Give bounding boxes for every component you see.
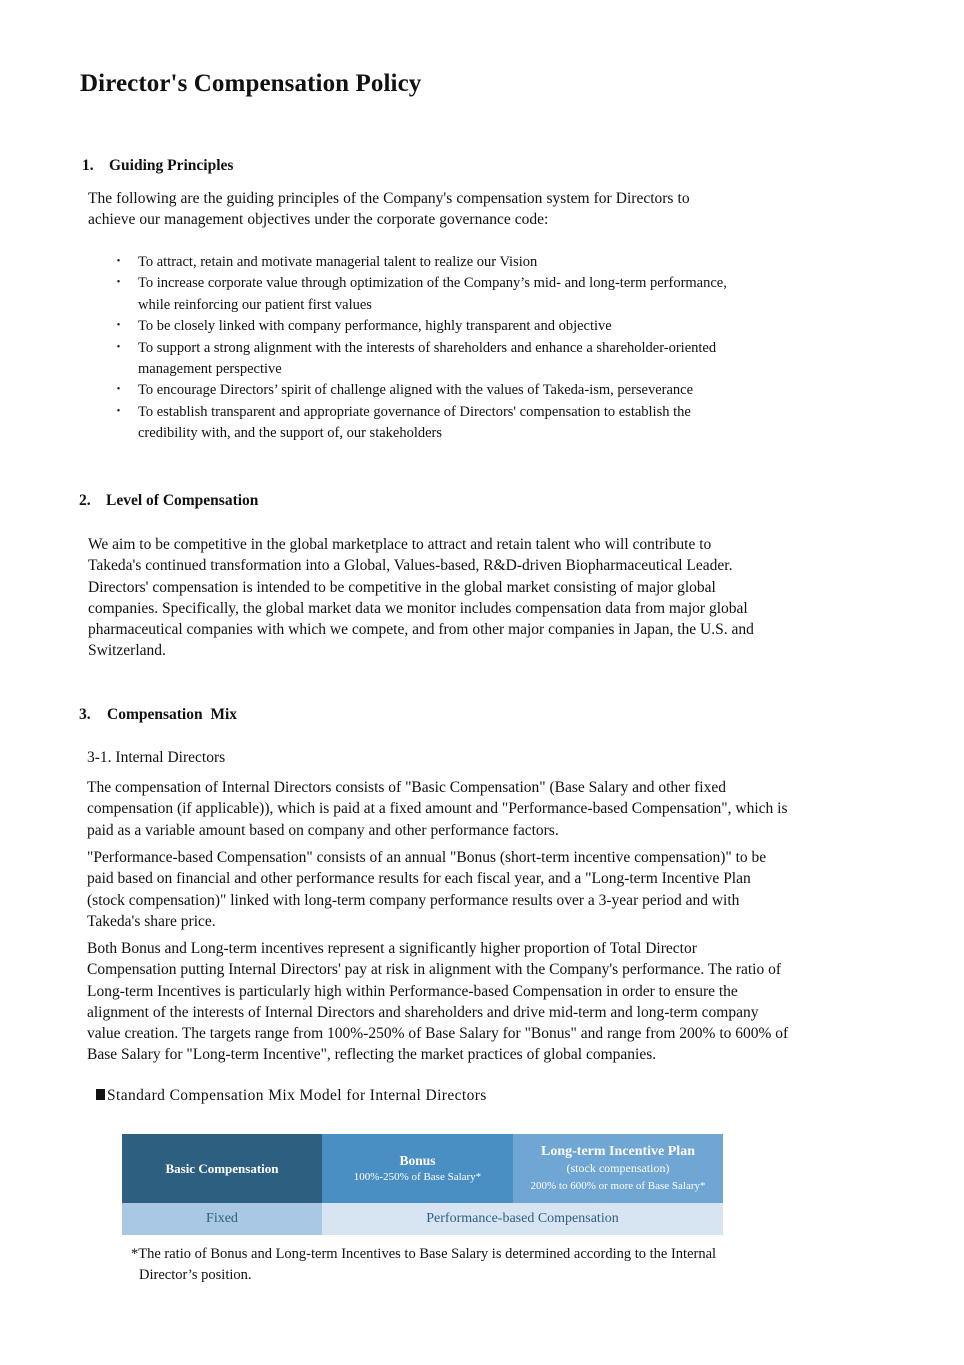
guiding-bullet-list — [110, 252, 790, 445]
section-number: 3. — [79, 706, 91, 723]
model-heading — [96, 1087, 487, 1105]
cell-label: Fixed — [206, 1211, 238, 1226]
text-line: Long-term Incentives is particularly high within Performance-based Compensation in order to ensure the — [87, 982, 738, 1000]
bullet-icon: ・ — [112, 338, 126, 354]
square-bullet-icon — [96, 1089, 105, 1100]
subsection-heading: 3-1. Internal Directors — [87, 749, 226, 766]
mix-paragraph-2 — [87, 847, 867, 932]
text-line: achieve our management objectives under the corporate governance code: — [88, 211, 549, 229]
list-item — [110, 402, 790, 445]
performance-based-cell — [322, 1203, 723, 1235]
footnote — [131, 1244, 831, 1287]
cell-range: 100%-250% of Base Salary* — [353, 1170, 482, 1183]
text-line: credibility with, and the support of, our stakeholders — [138, 425, 443, 442]
text-line: compensation (if applicable)), which is paid at a fixed amount and "Performance-based Compensation", which is — [87, 800, 788, 818]
list-item — [110, 252, 790, 273]
text-line: To establish transparent and appropriate governance of Directors' compensation to establish the — [138, 403, 691, 420]
section-heading-guiding-principles — [82, 157, 233, 175]
cell-range: 200% to 600% or more of Base Salary* — [530, 1179, 706, 1192]
level-paragraph — [88, 534, 858, 662]
list-item — [110, 316, 790, 337]
text-line: To increase corporate value through optimization of the Company’s mid- and long-term performance, — [138, 275, 727, 292]
text-line: To be closely linked with company performance, highly transparent and objective — [138, 318, 612, 335]
cell-title: Bonus — [399, 1152, 436, 1168]
text-line: companies. Specifically, the global market data we monitor includes compensation data from major global — [88, 599, 748, 617]
bullet-icon: ・ — [112, 402, 126, 418]
text-line: Takeda's share price. — [87, 912, 216, 930]
text-line: Compensation putting Internal Directors' pay at risk in alignment with the Company's performance. The ratio of — [87, 961, 782, 979]
section-title: Level of Compensation — [106, 492, 259, 509]
text-line: To encourage Directors’ spirit of challenge aligned with the values of Takeda-ism, perseverance — [138, 382, 694, 399]
text-line: while reinforcing our patient first values — [138, 296, 372, 313]
text-line: alignment of the interests of Internal Directors and shareholders and drive mid-term and long-term company — [87, 1003, 759, 1021]
text-line: Base Salary for "Long-term Incentive", reflecting the market practices of global companies. — [87, 1046, 657, 1064]
cell-subtitle: (stock compensation) — [566, 1160, 670, 1175]
guiding-intro — [88, 188, 848, 231]
bonus-cell — [322, 1134, 513, 1203]
text-line: The following are the guiding principles of the Company's compensation system for Directors to — [88, 190, 690, 207]
page-title: Director's Compensation Policy — [80, 70, 422, 97]
text-line: Takeda's continued transformation into a Global, Values-based, R&D-driven Biopharmaceutical Leader. — [88, 557, 733, 575]
text-line: To attract, retain and motivate managerial talent to realize our Vision — [138, 254, 538, 270]
section-title: Compensation Mix — [107, 706, 238, 723]
text-line: "Performance-based Compensation" consists of an annual "Bonus (short-term incentive compensation)" to be — [87, 849, 767, 866]
text-line: To support a strong alignment with the interests of shareholders and enhance a shareholder-oriented — [138, 339, 717, 356]
fixed-cell — [122, 1203, 322, 1235]
cell-label: Performance-based Compensation — [426, 1211, 619, 1226]
text-line: *The ratio of Bonus and Long-term Incentives to Base Salary is determined according to the Internal — [131, 1246, 717, 1262]
bullet-icon: ・ — [112, 381, 126, 397]
list-item — [110, 273, 790, 316]
text-line: management perspective — [138, 361, 282, 378]
section-heading-compensation-mix — [79, 706, 237, 724]
text-line: Switzerland. — [88, 642, 166, 660]
text-line: Director’s position. — [139, 1267, 252, 1284]
text-line: The compensation of Internal Directors consists of "Basic Compensation" (Base Salary and other fixed — [87, 779, 726, 796]
text-line: Both Bonus and Long-term incentives represent a significantly higher proportion of Total Director — [87, 940, 697, 957]
list-item — [110, 338, 790, 381]
basic-compensation-cell — [122, 1134, 322, 1203]
text-line: We aim to be competitive in the global marketplace to attract and retain talent who will contribute to — [88, 536, 712, 553]
compensation-mix-table — [122, 1134, 723, 1235]
cell-label: Basic Compensation — [165, 1160, 279, 1176]
cell-title: Long-term Incentive Plan — [541, 1143, 695, 1159]
section-number: 2. — [79, 492, 91, 509]
bullet-icon: ・ — [112, 253, 126, 268]
list-item — [110, 380, 790, 401]
mix-paragraph-1 — [87, 777, 867, 841]
text-line: pharmaceutical companies with which we compete, and from other major companies in Japan, the U.S. and — [88, 621, 754, 639]
text-line: value creation. The targets range from 100%-250% of Base Salary for "Bonus" and range from 200% to 600% of — [87, 1025, 789, 1043]
text-line: paid based on financial and other performance results for each fiscal year, and a "Long-term Incentive Plan — [87, 870, 751, 888]
long-term-incentive-cell — [513, 1134, 723, 1203]
mix-paragraph-3 — [87, 938, 867, 1066]
section-heading-level-of-compensation — [79, 492, 258, 510]
text-line: (stock compensation)" linked with long-term company performance results over a 3-year period and with — [87, 891, 740, 909]
model-heading-text: Standard Compensation Mix Model for Internal Directors — [107, 1087, 487, 1104]
text-line: paid as a variable amount based on company and other performance factors. — [87, 821, 559, 839]
bullet-icon: ・ — [112, 317, 126, 333]
section-title: Guiding Principles — [109, 157, 234, 174]
section-number: 1. — [82, 157, 94, 174]
bullet-icon: ・ — [112, 274, 126, 290]
text-line: Directors' compensation is intended to be competitive in the global market consisting of major global — [88, 578, 716, 596]
